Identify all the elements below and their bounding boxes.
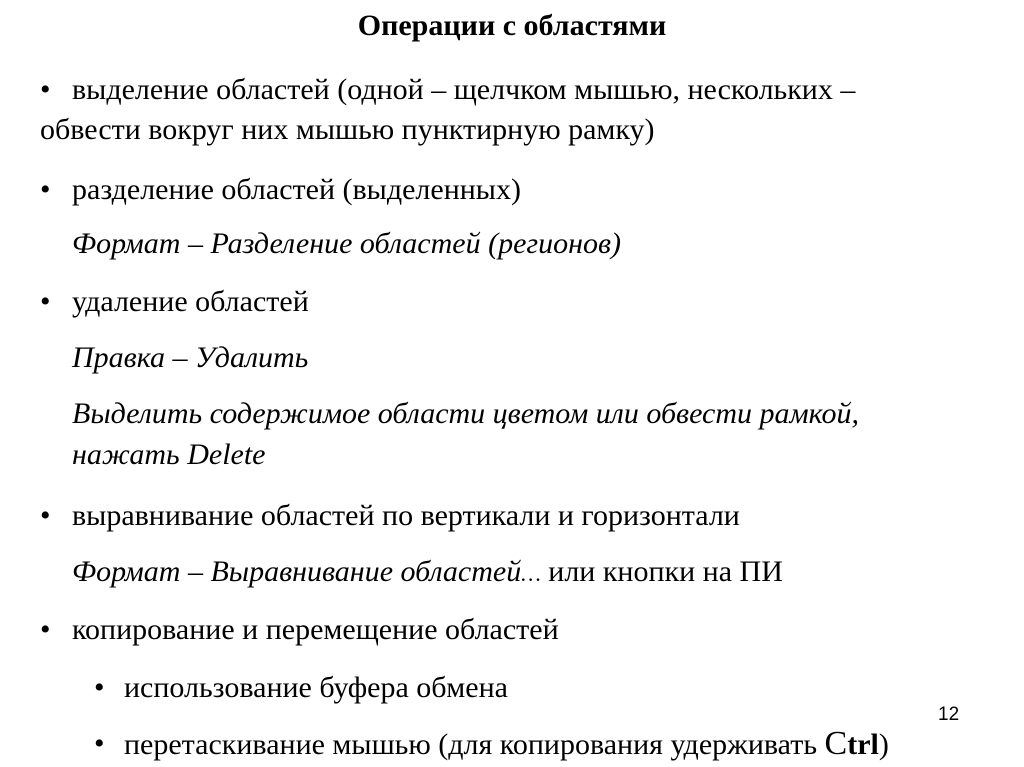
item-delete-alt-line2: нажать Delete [72,438,266,471]
sub-bullet-marker: • [94,727,105,760]
bullet-marker: • [40,613,51,646]
item-align: выравнивание областей по вертикали и горизонтали [72,499,740,532]
item-align-tail: или кнопки на ПИ [540,555,783,588]
item-copy-clipboard: использование буфера обмена [124,671,508,704]
slide-page-number: 12 [938,704,960,725]
item-delete: удаление областей [72,285,309,318]
bullet-marker: • [40,73,51,106]
item-copy-drag-text: перетаскивание мышью (для копирования удерживать [124,728,825,761]
item-select-line2: обвести вокруг них мышью пунктирную рамку) [40,113,655,146]
item-copy-drag [124,726,889,763]
ctrl-key-c: C [824,725,848,762]
item-align-command: Формат – Выравнивание областей [72,555,522,588]
ctrl-key-rest: trl [847,728,879,761]
bullet-marker: • [40,285,51,318]
item-delete-alt-line1: Выделить содержимое области цветом или обвести рамкой, [72,397,860,430]
slide-title: Операции с областями [357,9,667,42]
bullet-marker: • [40,173,51,206]
item-align-command-line [72,554,783,592]
item-split: разделение областей (выделенных) [72,173,521,206]
item-select-line1: выделение областей (одной – щелчком мышью, нескольких – [72,73,856,106]
item-split-command: Формат – Разделение областей (регионов) [72,227,621,260]
sub-bullet-marker: • [94,671,105,704]
item-copy-drag-close: ) [878,728,889,761]
item-copy: копирование и перемещение областей [72,613,559,646]
bullet-marker: • [40,499,51,532]
item-delete-command: Правка – Удалить [72,341,309,374]
item-align-ellipsis: … [521,561,541,586]
